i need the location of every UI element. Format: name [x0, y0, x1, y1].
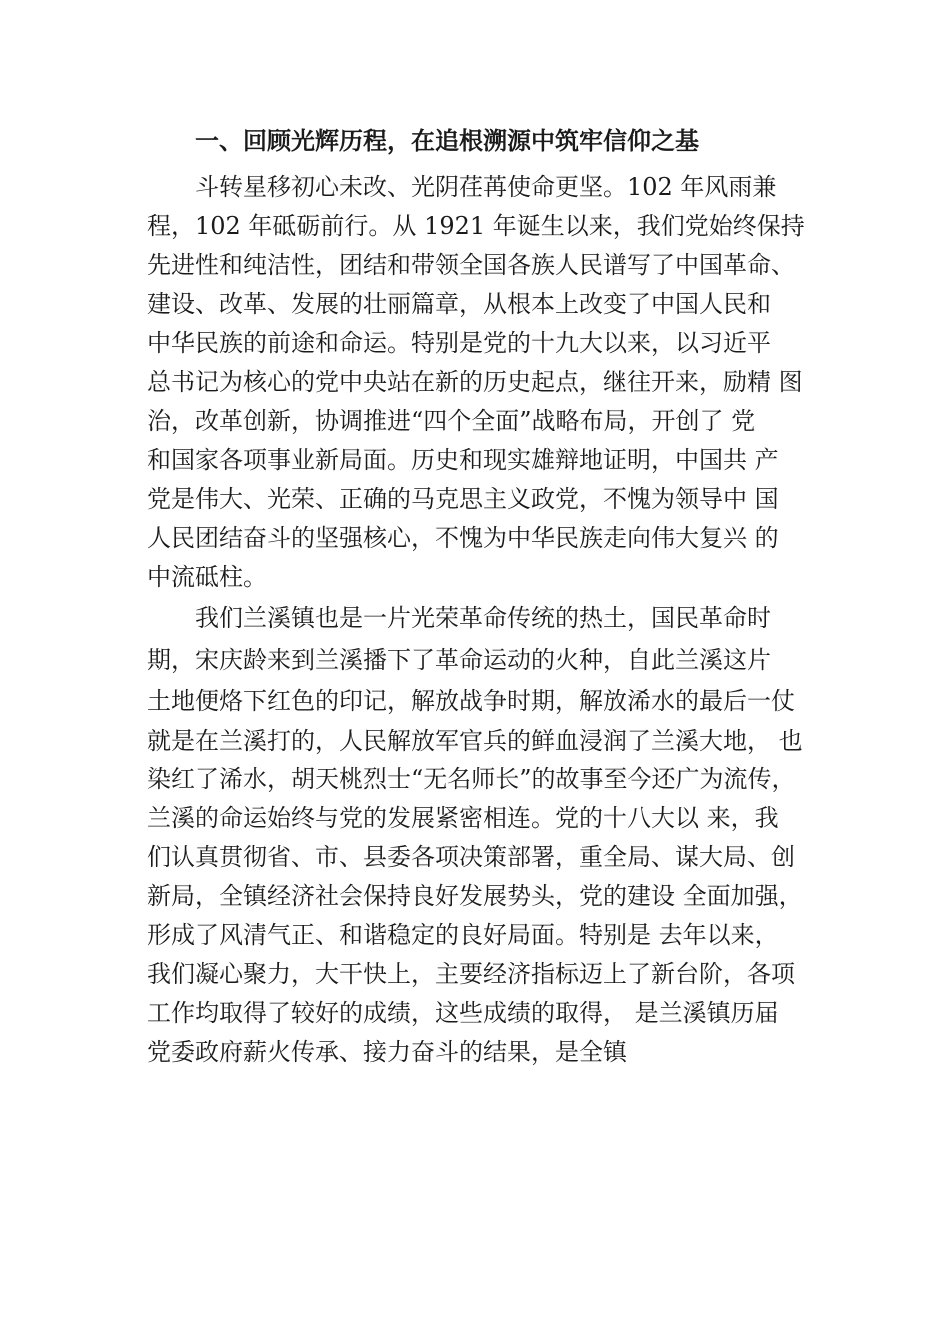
paragraph-1-line-4: 建设、改革、发展的壮丽篇章，从根本上改变了中国人民和 — [147, 290, 771, 318]
paragraph-1-line-2: 程，102 年砥砺前行。从 1921 年诞生以来，我们党始终保持 — [147, 212, 805, 240]
paragraph-2-line-12: 党委政府薪火传承、接力奋斗的结果，是全镇 — [147, 1038, 627, 1066]
paragraph-1-line-3: 先进性和纯洁性，团结和带领全国各族人民谱写了中国革命、 — [147, 251, 795, 279]
paragraph-2-line-8: 新局，全镇经济社会保持良好发展势头，党的建设 全面加强， — [147, 882, 803, 910]
paragraph-1-line-7: 治，改革创新，协调推进“四个全面”战略布局，开创了 党 — [147, 407, 756, 435]
paragraph-1-line-1: 斗转星移初心未改、光阴荏苒使命更坚。102 年风雨兼 — [195, 173, 777, 201]
paragraph-2-line-5: 染红了浠水，胡天桃烈士“无名师长”的故事至今还广为流传， — [147, 765, 796, 793]
paragraph-2-line-10: 我们凝心聚力，大干快上，主要经济指标迈上了新台阶，各项 — [147, 960, 795, 988]
paragraph-2-line-9: 形成了风清气正、和谐稳定的良好局面。特别是 去年以来， — [147, 921, 779, 949]
section-heading: 一、回顾光辉历程，在追根溯源中筑牢信仰之基 — [195, 127, 699, 155]
paragraph-1-line-10: 人民团结奋斗的坚强核心，不愧为中华民族走向伟大复兴 的 — [147, 524, 779, 552]
paragraph-1-line-11: 中流砥柱。 — [147, 563, 267, 591]
paragraph-2-line-3: 土地便烙下红色的印记，解放战争时期，解放浠水的最后一仗 — [147, 687, 795, 715]
paragraph-2-line-6: 兰溪的命运始终与党的发展紧密相连。党的十八大以 来，我 — [147, 804, 779, 832]
paragraph-2-line-7: 们认真贯彻省、市、县委各项决策部署，重全局、谋大局、创 — [147, 843, 795, 871]
paragraph-2-line-4: 就是在兰溪打的，人民解放军官兵的鲜血浸润了兰溪大地， 也 — [147, 727, 803, 755]
paragraph-1-line-5: 中华民族的前途和命运。特别是党的十九大以来，以习近平 — [147, 329, 771, 357]
paragraph-1-line-8: 和国家各项事业新局面。历史和现实雄辩地证明，中国共 产 — [147, 446, 779, 474]
paragraph-1-line-6: 总书记为核心的党中央站在新的历史起点，继往开来，励精 图 — [147, 368, 803, 396]
paragraph-2-line-11: 工作均取得了较好的成绩，这些成绩的取得， 是兰溪镇历届 — [147, 999, 779, 1027]
paragraph-2-line-1: 我们兰溪镇也是一片光荣革命传统的热土，国民革命时 — [195, 604, 771, 632]
paragraph-2-line-2: 期，宋庆龄来到兰溪播下了革命运动的火种，自此兰溪这片 — [147, 646, 771, 674]
paragraph-1-line-9: 党是伟大、光荣、正确的马克思主义政党，不愧为领导中 国 — [147, 485, 779, 513]
